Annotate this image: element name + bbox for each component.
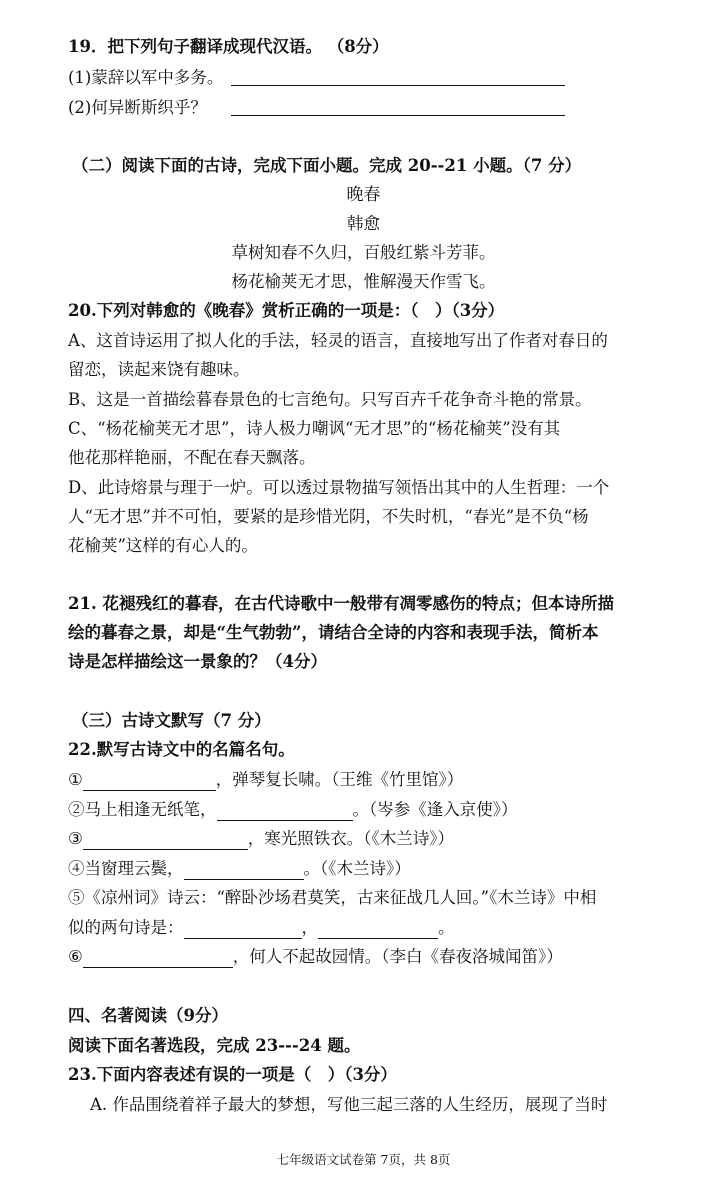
section3-heading: （三）古诗文默写（7 分） (72, 711, 271, 730)
q22-item-4-text-b: 。（《木兰诗》） (303, 859, 411, 878)
q22-item-5-blank-2[interactable] (318, 920, 438, 939)
q22-item-5-line-1: ⑤《凉州词》诗云：“醉卧沙场君莫笑，古来征战几人回。”《木兰诗》中相 (68, 888, 597, 907)
poem-line-2: 杨花榆荚无才思，惟解漫天作雪飞。 (231, 272, 496, 291)
q20-option-d-line-2: 人“无才思”并不可怕，要紧的是珍惜光阴，不失时机，“春光”是不负“杨 (68, 507, 589, 526)
section2-heading: （二）阅读下面的古诗，完成下面小题。完成 20--21 小题。（7 分） (72, 156, 582, 175)
section4-intro: 阅读下面名著选段，完成 23---24 题。 (68, 1036, 361, 1055)
q20-option-c-line-2: 他花那样艳丽，不配在春天飘落。 (68, 448, 316, 467)
q22-item-4 (68, 858, 411, 880)
q19-title: 19．把下列句子翻译成现代汉语。 （8分） (68, 37, 389, 56)
q20-option-a-line-2: 留恋，读起来饶有趣味。 (68, 360, 250, 379)
q21-line-1: 21. 花褪残红的暮春，在古代诗歌中一般带有凋零感伤的特点；但本诗所描 (68, 594, 614, 613)
q22-item-5-text-a: 似的两句诗是： (68, 918, 184, 937)
q19-item-2-answer-line[interactable] (231, 97, 565, 116)
q22-item-5-blank-1[interactable] (184, 920, 302, 939)
q20-option-b: B、这是一首描绘暮春景色的七言绝句。只写百卉千花争奇斗艳的常景。 (68, 390, 592, 409)
q22-item-3-blank[interactable] (83, 831, 248, 850)
q19-item-2-text: (2)何异断斯织乎？ (68, 98, 207, 117)
q23-option-a: A. 作品围绕着祥子最大的梦想，写他三起三落的人生经历，展现了当时 (90, 1095, 608, 1114)
q20-option-d-line-1: D、此诗熔景与理于一炉。可以透过景物描写领悟出其中的人生哲理：一个 (68, 478, 610, 497)
q20-option-a-line-1: A、这首诗运用了拟人化的手法，轻灵的语言，直接地写出了作者对春日的 (68, 331, 608, 350)
section4-heading: 四、名著阅读（9分） (68, 1006, 228, 1025)
q22-item-4-text-a: ④当窗理云鬓， (68, 859, 184, 878)
q22-item-1-number: ① (68, 770, 83, 789)
q20-option-c-line-1: C、“杨花榆荚无才思”，诗人极力嘲讽“无才思”的“杨花榆荚”没有其 (68, 419, 561, 438)
q22-item-6-blank[interactable] (83, 949, 233, 968)
q22-item-3 (68, 828, 454, 850)
q21-line-3: 诗是怎样描绘这一景象的？（4分） (68, 652, 327, 671)
q22-item-1 (68, 769, 463, 791)
q22-item-6-number: ⑥ (68, 947, 83, 966)
q22-item-5-text-b: ， (301, 918, 318, 937)
q20-stem: 20.下列对韩愈的《晚春》赏析正确的一项是：（ ）（3分） (68, 301, 505, 320)
q22-item-5-text-c: 。 (438, 918, 455, 937)
q22-item-2 (68, 799, 518, 821)
q22-item-6 (68, 946, 563, 968)
q19-item-1-answer-line[interactable] (231, 67, 565, 86)
q22-item-1-text: ，弹琴复长啸。（王维《竹里馆》） (215, 770, 464, 789)
q22-item-5-line-2 (68, 917, 455, 939)
q22-item-1-blank[interactable] (83, 772, 216, 791)
q20-option-d-line-3: 花榆荚”这样的有心人的。 (68, 536, 258, 555)
poem-line-1: 草树知春不久归，百般红紫斗芳菲。 (231, 243, 496, 262)
q21-line-2: 绘的暮春之景，却是“生气勃勃”，请结合全诗的内容和表现手法，简析本 (68, 623, 599, 642)
poem-author: 韩愈 (347, 214, 380, 233)
q19-item-1 (68, 67, 223, 89)
q22-item-2-blank[interactable] (217, 802, 353, 821)
q19-item-2 (68, 97, 207, 119)
page-footer: 七年级语文试卷第 7页，共 8页 (276, 1152, 451, 1167)
q22-item-3-number: ③ (68, 829, 83, 848)
q22-item-2-text-b: 。（岑参《逢入京使》） (352, 800, 518, 819)
q22-item-4-blank[interactable] (184, 861, 304, 880)
q22-item-6-text: ，何人不起故园情。（李白《春夜洛城闻笛》） (232, 947, 563, 966)
q23-stem: 23.下面内容表述有误的一项是（ ）（3分） (68, 1065, 397, 1084)
q22-item-3-text: ，寒光照铁衣。（《木兰诗》） (247, 829, 455, 848)
q19-item-1-text: (1)蒙辞以军中多务。 (68, 68, 224, 87)
poem-title: 晚春 (346, 185, 381, 205)
q22-stem: 22.默写古诗文中的名篇名句。 (68, 740, 295, 759)
q22-item-2-text-a: ②马上相逢无纸笔， (68, 800, 217, 819)
